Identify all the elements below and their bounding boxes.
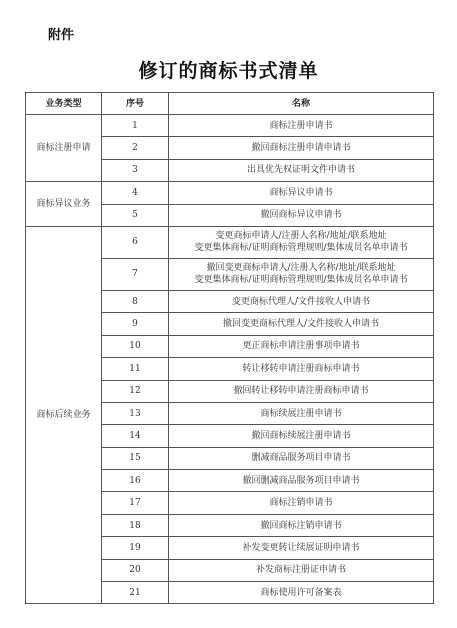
row-name: 删减商品服务项目申请书 xyxy=(169,447,434,469)
row-number: 1 xyxy=(102,115,169,137)
row-name: 撤回商标异议申请书 xyxy=(169,204,434,226)
form-list-table xyxy=(25,92,434,604)
row-name-line-1: 变更商标申请人/注册人名称/地址/联系地址 xyxy=(215,231,387,242)
row-name: 补发变更转让续展证明申请书 xyxy=(169,537,434,559)
document-title: 修订的商标书式清单 xyxy=(138,60,319,82)
row-name: 撤回商标注册申请申请书 xyxy=(169,137,434,159)
attachment-label: 附件 xyxy=(48,28,75,43)
row-name: 变更商标代理人/文件接收人申请书 xyxy=(169,290,434,312)
header-business-type: 业务类型 xyxy=(26,93,102,115)
row-name xyxy=(169,258,434,290)
row-number: 15 xyxy=(102,447,169,469)
row-number: 3 xyxy=(102,159,169,181)
row-number: 8 xyxy=(102,290,169,312)
row-number: 6 xyxy=(102,226,169,258)
header-number: 序号 xyxy=(102,93,169,115)
row-number: 10 xyxy=(102,335,169,357)
category-opposition: 商标异议业务 xyxy=(26,182,102,227)
table-row xyxy=(26,226,434,258)
row-name: 商标异议申请书 xyxy=(169,182,434,204)
row-number: 19 xyxy=(102,537,169,559)
row-name: 商标注销申请书 xyxy=(169,492,434,514)
row-name-line-2: 变更集体商标/证明商标管理规则/集体成员名单申请书 xyxy=(194,243,408,254)
row-name: 撤回删减商品服务项目申请书 xyxy=(169,470,434,492)
row-name: 商标续展注册申请书 xyxy=(169,402,434,424)
row-name: 补发商标注册证申请书 xyxy=(169,559,434,581)
category-follow-up: 商标后续业务 xyxy=(26,226,102,603)
row-number: 14 xyxy=(102,425,169,447)
table-row xyxy=(26,182,434,204)
row-number: 17 xyxy=(102,492,169,514)
row-name: 转让移转申请注册商标申请书 xyxy=(169,358,434,380)
row-name: 撤回商标注销申请书 xyxy=(169,514,434,536)
row-number: 4 xyxy=(102,182,169,204)
row-name xyxy=(169,226,434,258)
row-name: 撤回转让移转申请注册商标申请书 xyxy=(169,380,434,402)
table-header-row xyxy=(26,93,434,115)
row-number: 13 xyxy=(102,402,169,424)
row-name-line-2: 变更集体商标/证明商标管理规则/集体成员名单申请书 xyxy=(194,275,408,286)
row-number: 18 xyxy=(102,514,169,536)
row-number: 11 xyxy=(102,358,169,380)
category-registration: 商标注册申请 xyxy=(26,115,102,182)
row-number: 20 xyxy=(102,559,169,581)
row-name-line-1: 撤回变更商标申请人/注册人名称/地址/联系地址 xyxy=(206,263,396,274)
row-name: 撤回变更商标代理人/文件接收人申请书 xyxy=(169,313,434,335)
table-row xyxy=(26,115,434,137)
row-number: 5 xyxy=(102,204,169,226)
row-number: 7 xyxy=(102,258,169,290)
row-number: 16 xyxy=(102,470,169,492)
row-number: 9 xyxy=(102,313,169,335)
row-name: 撤回商标续展注册申请书 xyxy=(169,425,434,447)
row-number: 12 xyxy=(102,380,169,402)
row-name: 出具优先权证明文件申请书 xyxy=(169,159,434,181)
row-number: 2 xyxy=(102,137,169,159)
row-name: 更正商标申请注册事项申请书 xyxy=(169,335,434,357)
row-number: 21 xyxy=(102,582,169,604)
header-name: 名称 xyxy=(169,93,434,115)
row-name: 商标注册申请书 xyxy=(169,115,434,137)
row-name: 商标使用许可备案表 xyxy=(169,582,434,604)
